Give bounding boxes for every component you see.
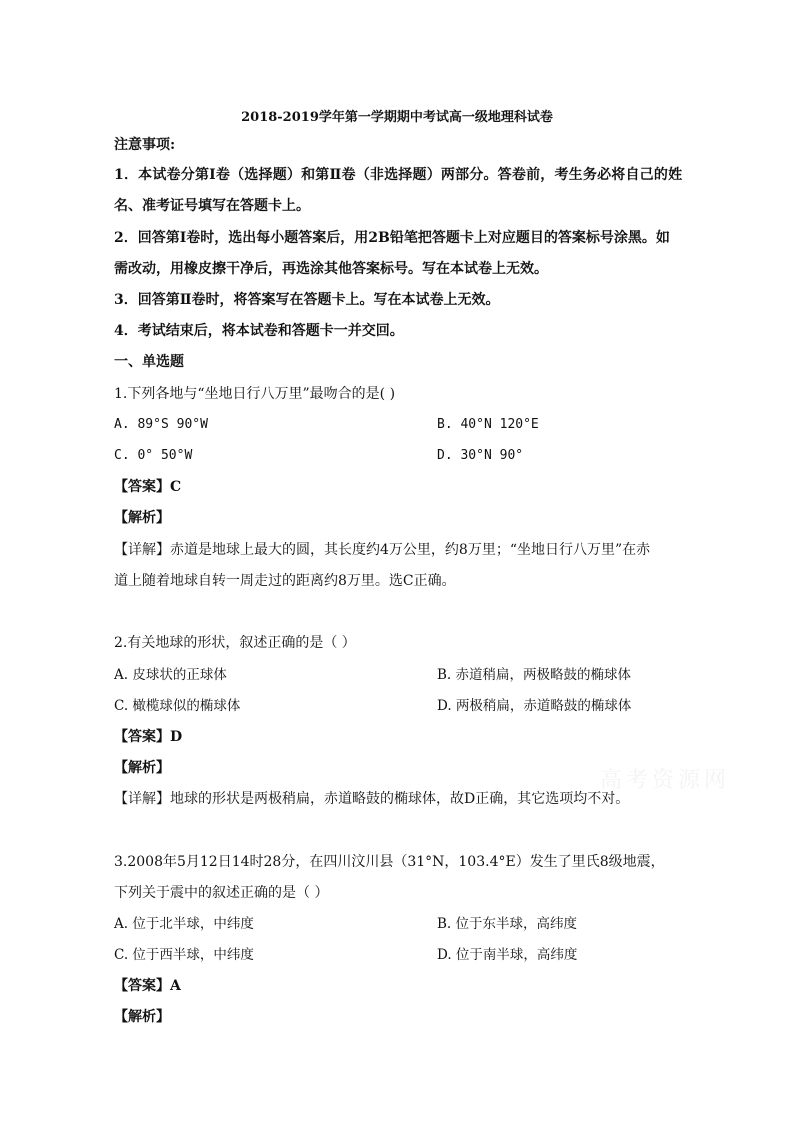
q3-option-a: A. 位于北半球，中纬度 [114, 916, 254, 932]
q1-answer: 【答案】C [114, 479, 182, 495]
q2-analysis: 【解析】 [114, 760, 170, 776]
q1-detail-cont: 道上随着地球自转一周走过的距离约8万里。选C正确。 [114, 573, 456, 589]
notice-item-4: 4．考试结束后，将本试卷和答题卡一并交回。 [114, 323, 404, 339]
watermark: 高考资源网 [600, 768, 731, 793]
q2-stem: 2.有关地球的形状，叙述正确的是（ ） [114, 635, 356, 651]
q1-detail: 【详解】赤道是地球上最大的圆，其长度约4万公里，约8万里；“坐地日行八万里”在赤 [114, 542, 651, 558]
q2-detail: 【详解】地球的形状是两极稍扁，赤道略鼓的椭球体，故D正确，其它选项均不对。 [114, 791, 630, 807]
q2-option-b: B. 赤道稍扁，两极略鼓的椭球体 [437, 667, 632, 683]
q1-analysis: 【解析】 [114, 510, 170, 526]
q3-answer: 【答案】A [114, 978, 181, 994]
section-heading: 一、单选题 [114, 354, 184, 370]
q3-option-c: C. 位于西半球，中纬度 [114, 947, 254, 963]
q2-option-d: D. 两极稍扁，赤道略鼓的椭球体 [437, 698, 632, 714]
q3-stem: 3.2008年5月12日14时28分，在四川汶川县（31°N，103.4°E）发生了里氏8级地震， [114, 854, 665, 870]
q3-option-d: D. 位于南半球，高纬度 [437, 947, 578, 963]
q3-analysis: 【解析】 [114, 1009, 170, 1025]
notice-item-2: 2．回答第Ⅰ卷时，选出每小题答案后，用2B铅笔把答题卡上对应题目的答案标号涂黑。如 [114, 230, 670, 246]
q2-answer: 【答案】D [114, 729, 183, 745]
q2-option-a: A. 皮球状的正球体 [114, 667, 227, 683]
q3-option-b: B. 位于东半球，高纬度 [437, 916, 578, 932]
q2-option-c: C. 橄榄球似的椭球体 [114, 698, 241, 714]
q1-option-d: D. 30°N 90° [437, 448, 524, 463]
q1-option-b: B. 40°N 120°E [437, 417, 539, 432]
notice-item-1: 1．本试卷分第Ⅰ卷（选择题）和第Ⅱ卷（非选择题）两部分。答卷前，考生务必将自己的姓 [114, 167, 683, 183]
notice-heading: 注意事项: [114, 137, 176, 153]
q1-option-c: C. 0° 50°W [114, 448, 193, 463]
notice-item-3: 3．回答第Ⅱ卷时，将答案写在答题卡上。写在本试卷上无效。 [114, 292, 500, 308]
q1-option-a: A. 89°S 90°W [114, 417, 208, 432]
q1-stem: 1.下列各地与“坐地日行八万里”最吻合的是( ) [114, 386, 396, 402]
exam-title: 2018-2019学年第一学期期中考试高一级地理科试卷 [241, 110, 553, 125]
q3-stem-cont: 下列关于震中的叙述正确的是（ ） [114, 885, 329, 901]
notice-item-1-cont: 名、准考证号填写在答题卡上。 [114, 198, 310, 214]
notice-item-2-cont: 需改动，用橡皮擦干净后，再选涂其他答案标号。写在本试卷上无效。 [114, 261, 548, 277]
